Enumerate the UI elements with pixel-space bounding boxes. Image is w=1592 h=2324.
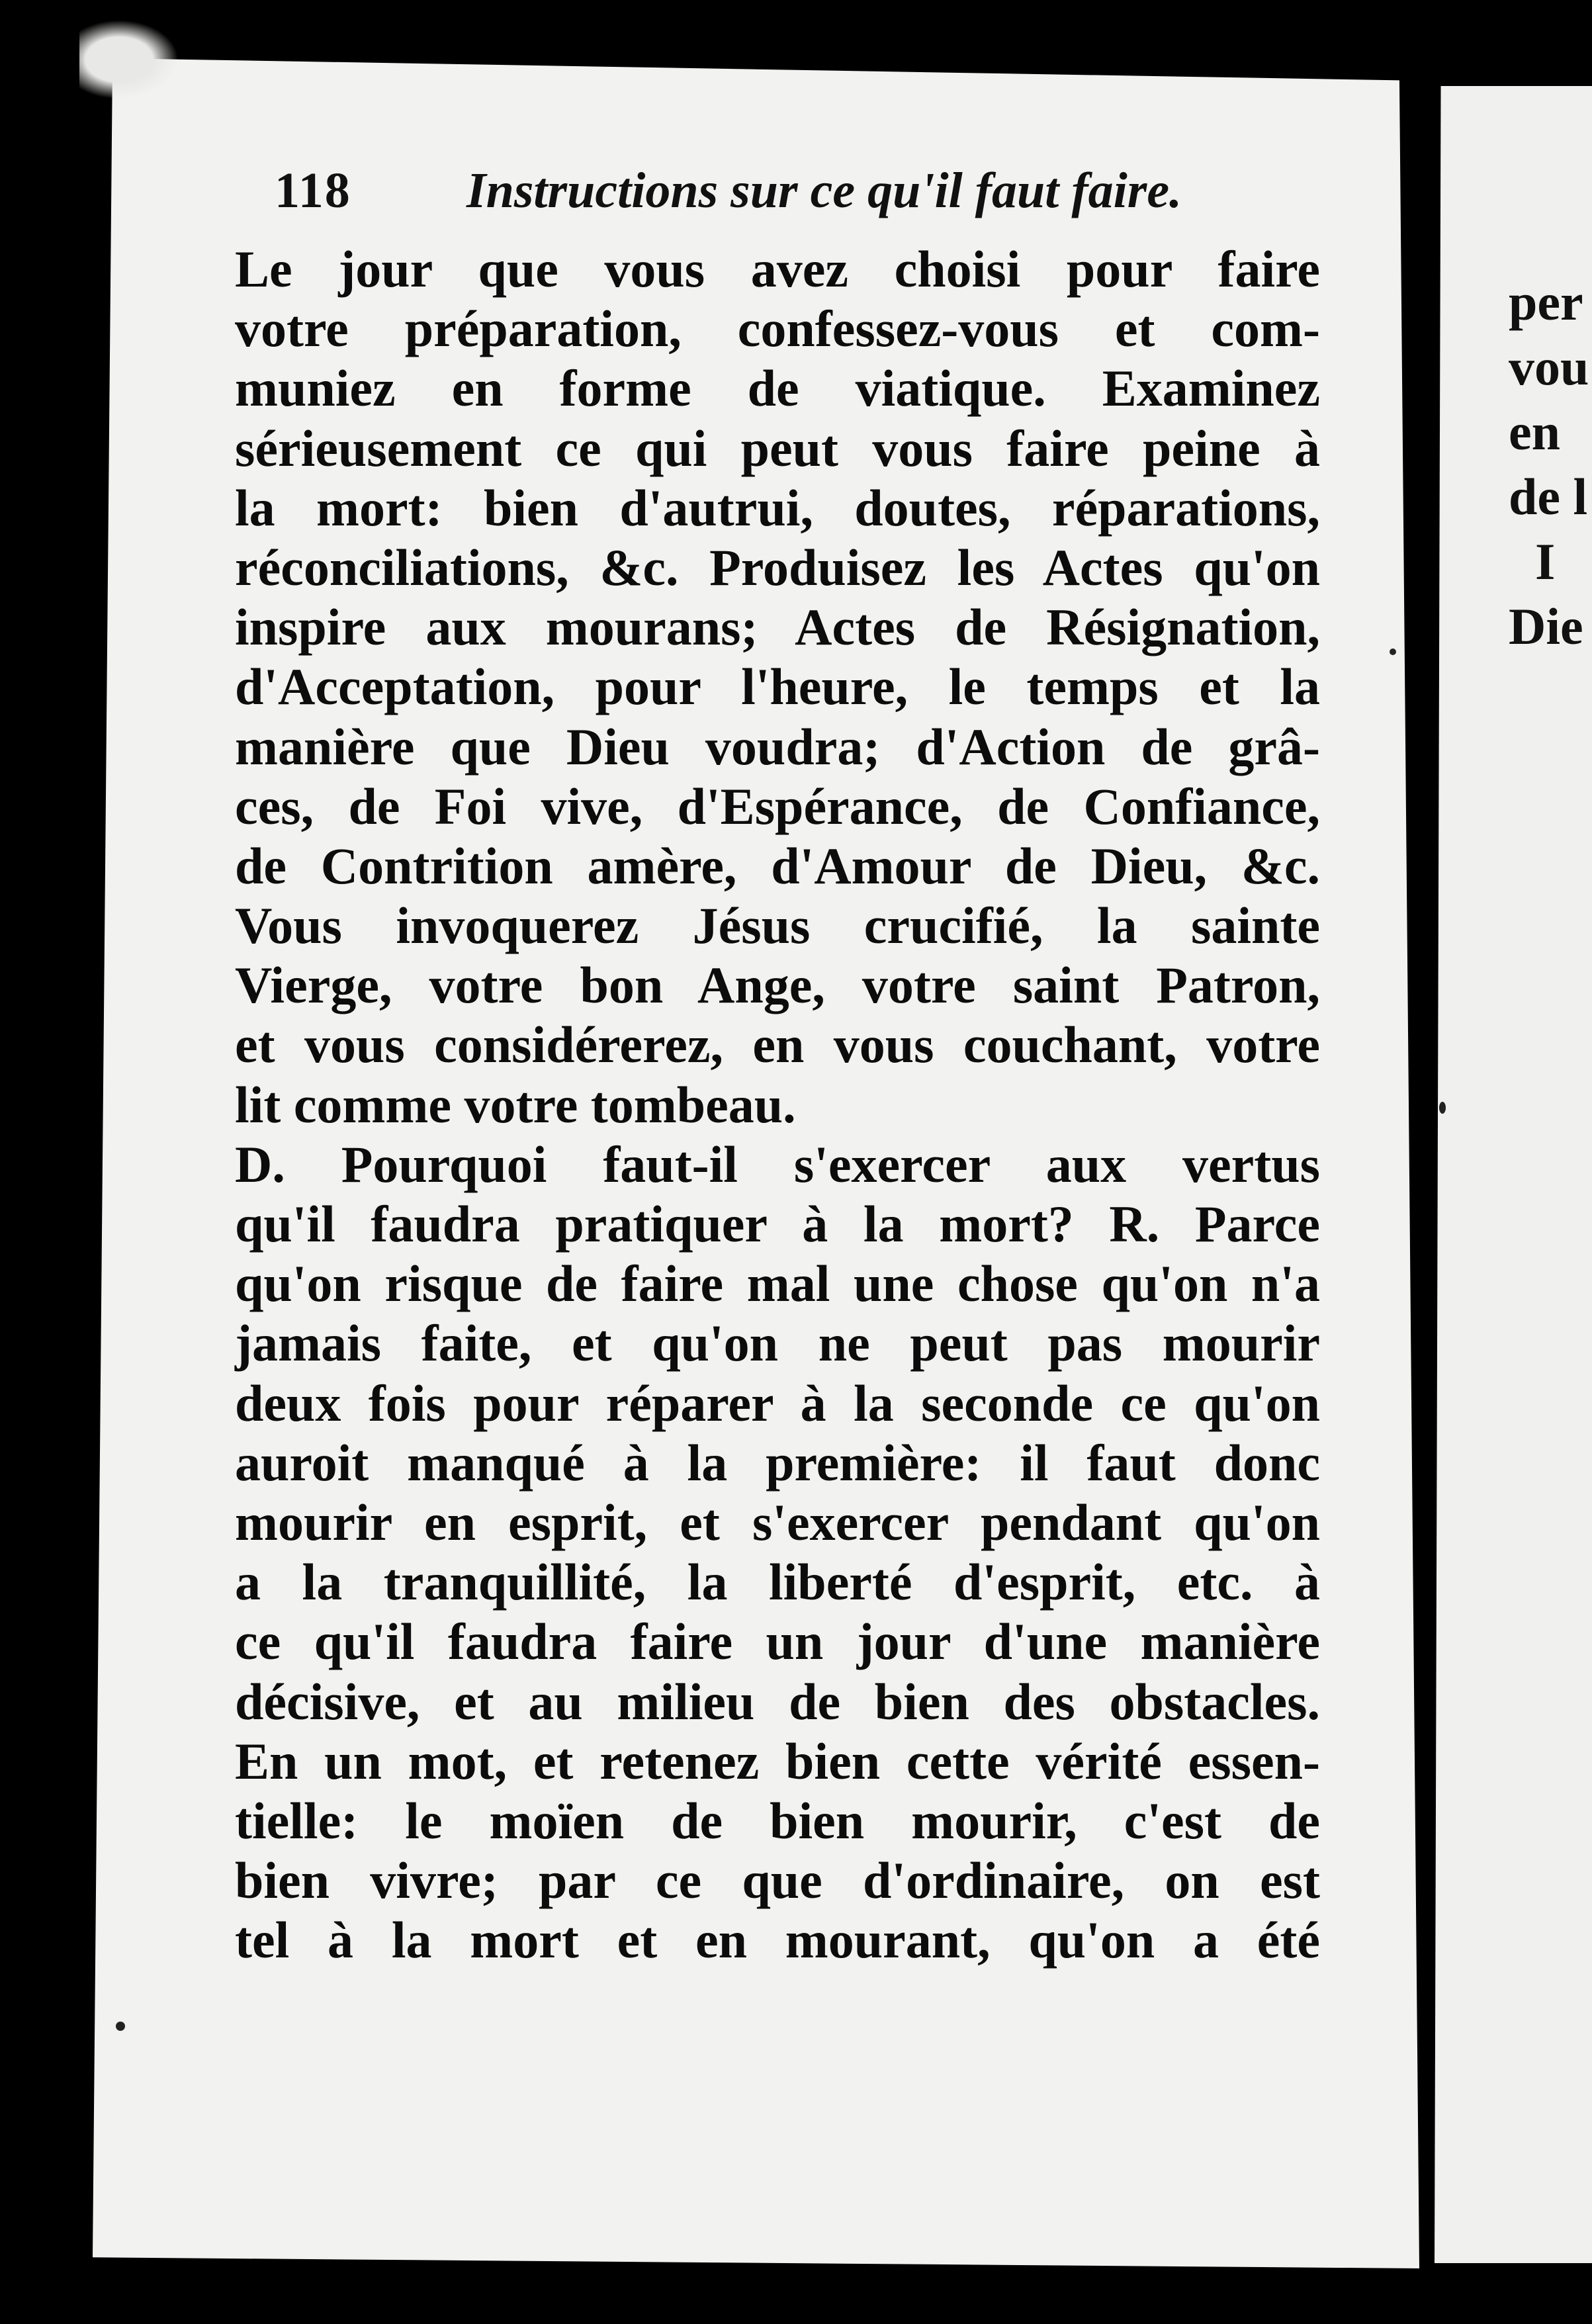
- right-page-line: vou: [1509, 338, 1589, 396]
- right-page-line: I: [1535, 533, 1556, 590]
- ink-speck: [1390, 648, 1396, 655]
- text-line: décisive, et au milieu de bien des obstacles.: [235, 1672, 1320, 1730]
- page-number: 118: [275, 163, 351, 218]
- running-head: Instructions sur ce qu'il faut faire.: [466, 163, 1182, 218]
- text-line: Vous invoquerez Jésus crucifié, la sainte: [235, 897, 1320, 955]
- text-line: lit comme votre tombeau.: [235, 1075, 796, 1134]
- page-header: [275, 162, 1307, 218]
- text-line: la mort: bien d'autrui, doutes, réparations,: [235, 478, 1320, 537]
- text-line: votre préparation, confessez-vous et com-: [235, 300, 1320, 358]
- body-text: [235, 240, 1320, 1970]
- ink-speck: [116, 2022, 125, 2031]
- text-line: manière que Dieu voudra; d'Action de grâ-: [235, 717, 1320, 776]
- text-line: bien vivre; par ce que d'ordinaire, on est: [235, 1852, 1320, 1910]
- ink-speck: [1439, 1102, 1446, 1114]
- text-line: sérieusement ce qui peut vous faire peine à: [235, 419, 1320, 477]
- text-line: deux fois pour réparer à la seconde ce qu'on: [235, 1374, 1320, 1432]
- right-page-line: per: [1509, 273, 1583, 331]
- text-line: inspire aux mourans; Actes de Résignation,: [235, 598, 1320, 656]
- right-page-line: de l: [1509, 468, 1588, 525]
- text-line: a la tranquillité, la liberté d'esprit, etc. à: [235, 1553, 1320, 1611]
- torn-corner: [79, 20, 179, 99]
- text-line: qu'on risque de faire mal une chose qu'on n'a: [235, 1255, 1320, 1313]
- text-line: Le jour que vous avez choisi pour faire: [235, 240, 1320, 298]
- text-line: d'Acceptation, pour l'heure, le temps et la: [235, 658, 1320, 716]
- text-line: et vous considérerez, en vous couchant, votre: [235, 1016, 1320, 1074]
- gutter: [1423, 79, 1432, 2263]
- text-line: En un mot, et retenez bien cette vérité essen-: [235, 1732, 1320, 1790]
- text-line: jamais faite, et qu'on ne peut pas mourir: [235, 1314, 1320, 1372]
- text-line: tielle: le moïen de bien mourir, c'est de: [235, 1791, 1320, 1850]
- text-line: auroit manqué à la première: il faut donc: [235, 1433, 1320, 1492]
- text-line: qu'il faudra pratiquer à la mort? R. Parce: [235, 1195, 1320, 1253]
- text-line: Vierge, votre bon Ange, votre saint Patron,: [235, 956, 1320, 1014]
- right-page-line: en: [1509, 403, 1560, 461]
- text-line: ce qu'il faudra faire un jour d'une manière: [235, 1613, 1320, 1671]
- right-page-line: Die: [1509, 598, 1583, 655]
- text-line: de Contrition amère, d'Amour de Dieu, &c.: [235, 836, 1320, 895]
- text-line: tel à la mort et en mourant, qu'on a été: [235, 1911, 1320, 1969]
- text-line: mourir en esprit, et s'exercer pendant qu'on: [235, 1493, 1320, 1551]
- text-line: muniez en forme de viatique. Examinez: [235, 359, 1320, 418]
- question-line: D. Pourquoi faut-il s'exercer aux vertus: [235, 1135, 1320, 1193]
- text-line: ces, de Foi vive, d'Espérance, de Confiance,: [235, 777, 1320, 835]
- right-page-text: [1509, 270, 1592, 659]
- text-line: réconciliations, &c. Produisez les Actes qu'on: [235, 538, 1320, 596]
